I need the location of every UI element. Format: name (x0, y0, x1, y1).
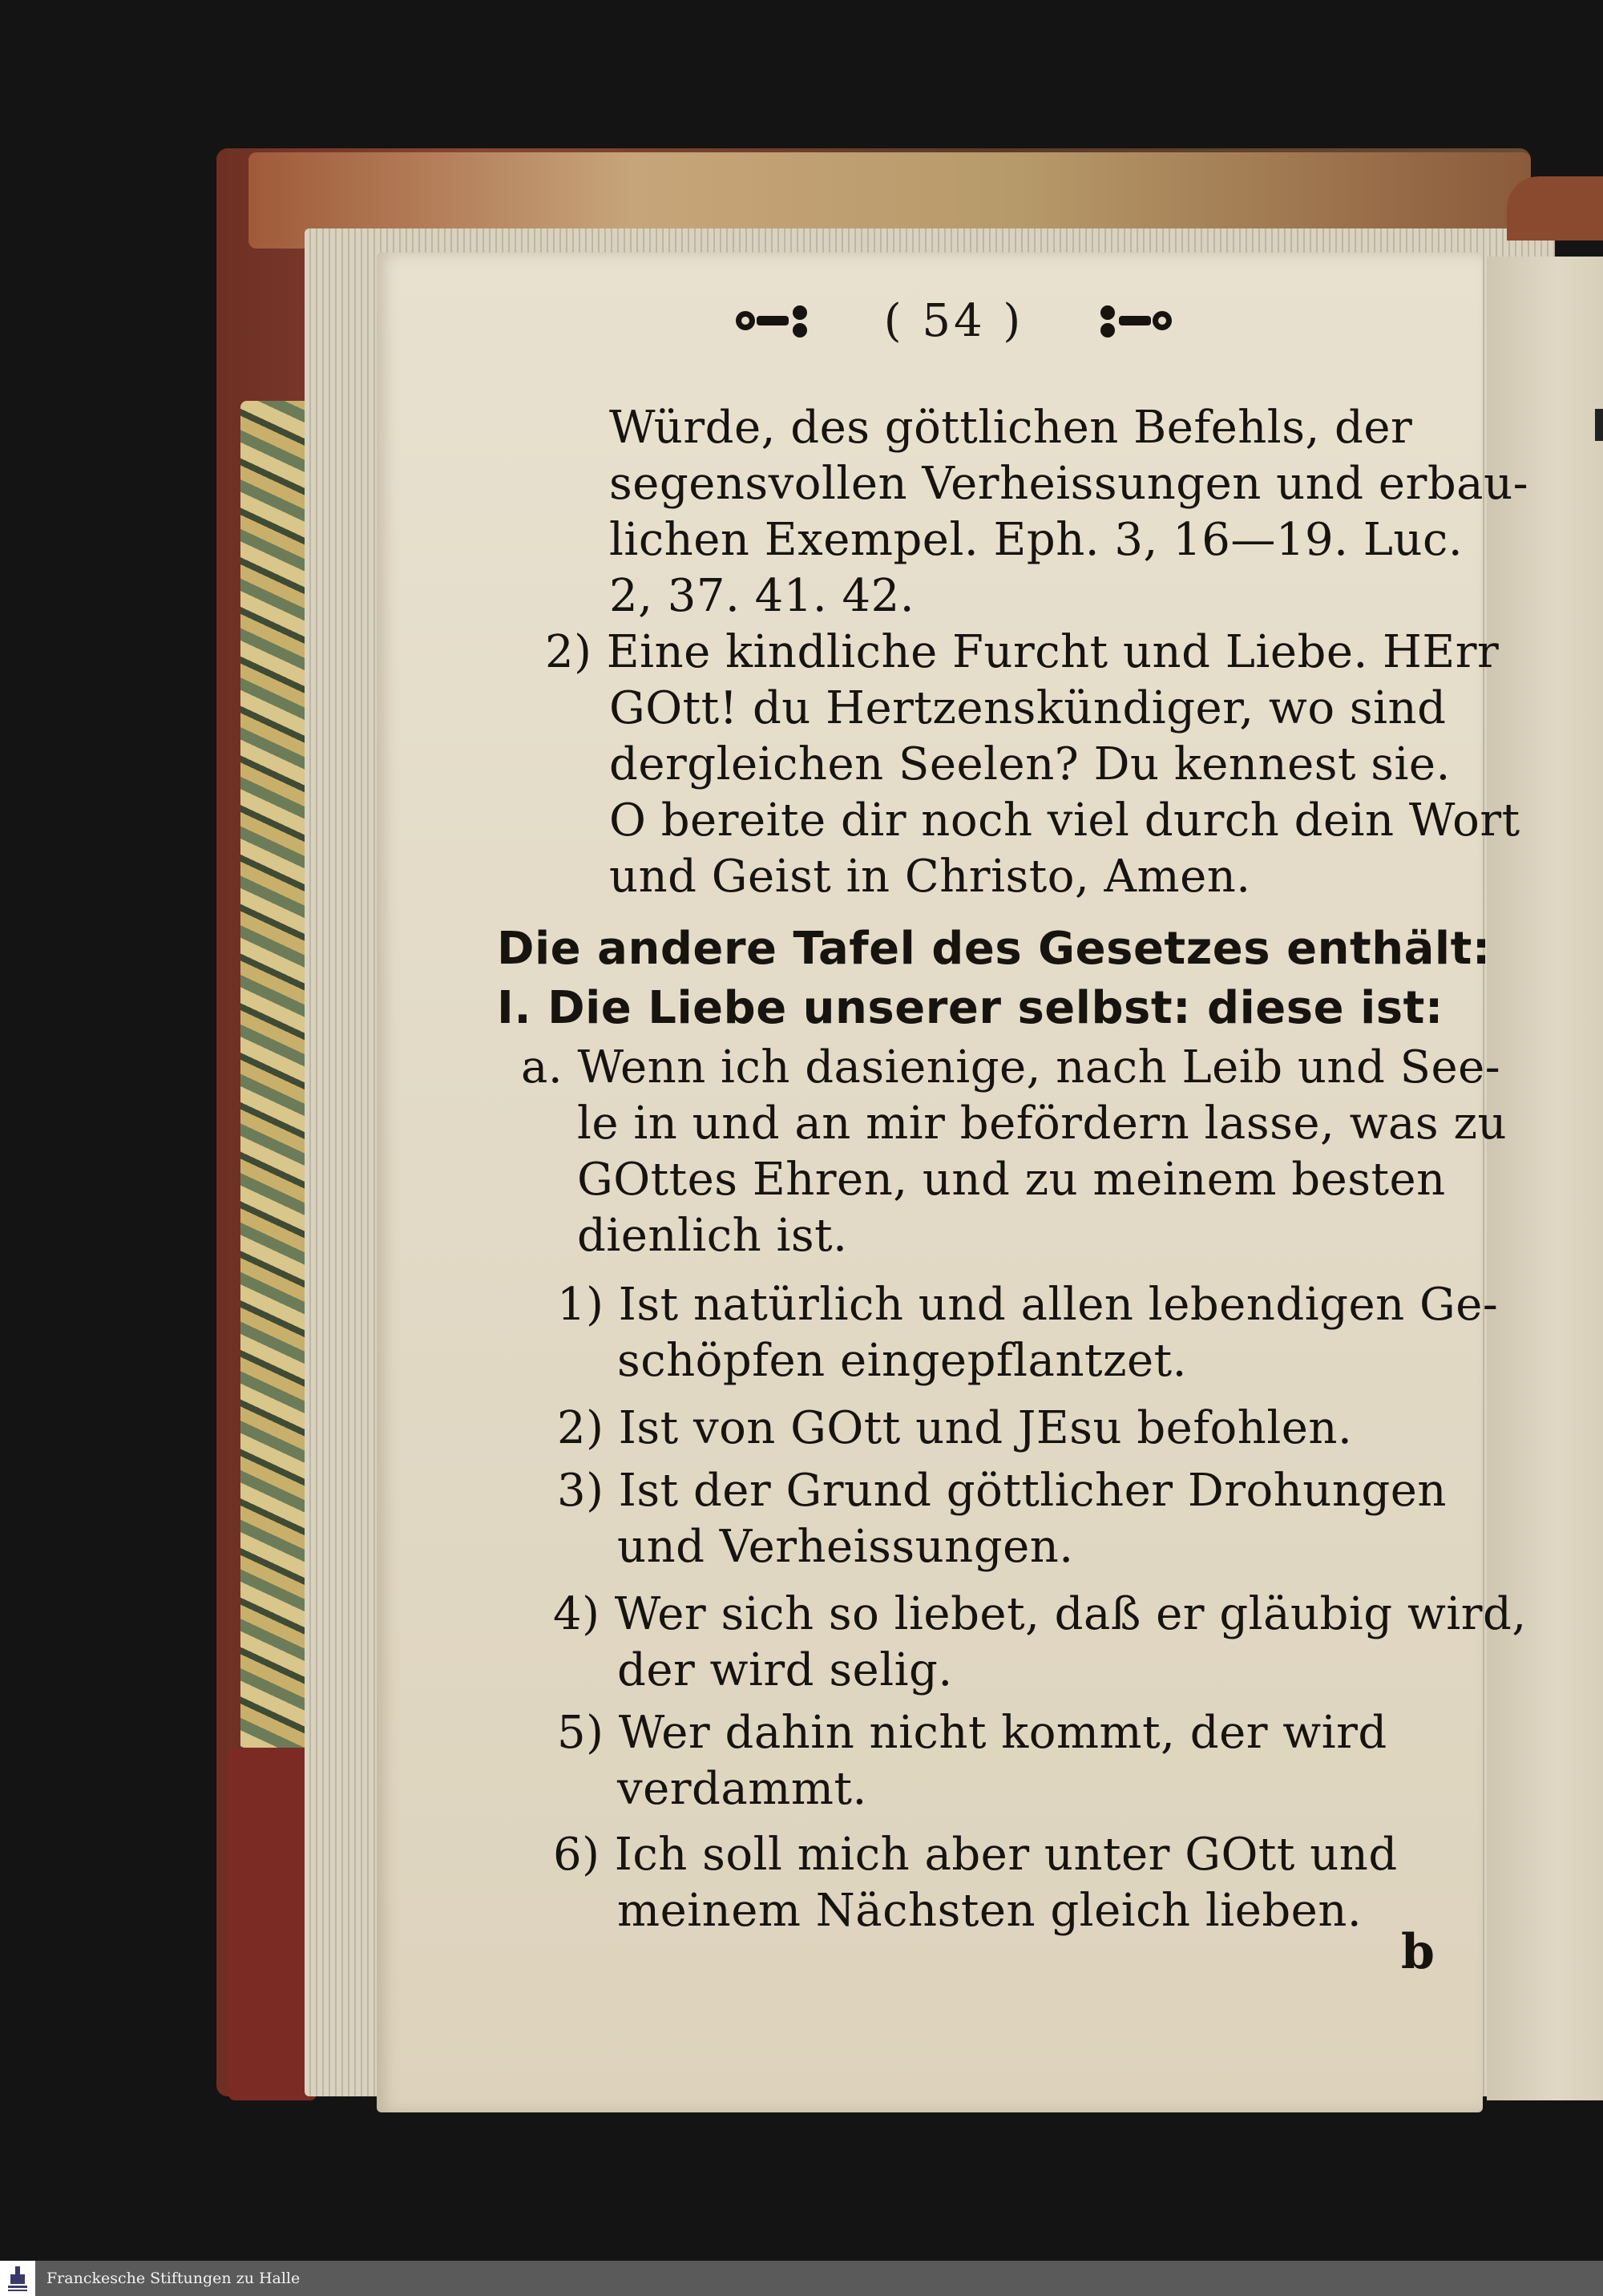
text-line: und Verheissungen. (617, 1521, 1074, 1573)
text-line: Würde, des göttlichen Befehls, der (609, 402, 1413, 454)
list-item: 3) Ist der Grund göttlicher Drohungen (557, 1465, 1447, 1517)
list-item: 1) Ist natürlich und allen lebendigen Ge- (557, 1279, 1499, 1331)
list-item: 4) Wer sich so liebet, daß er gläubig wird, (553, 1588, 1527, 1640)
text-line: 2) Eine kindliche Furcht und Liebe. HErr (545, 626, 1500, 678)
section-heading: Die andere Tafel des Gesetzes enthält: (497, 923, 1491, 975)
catchword: b (1401, 1924, 1435, 1980)
text-line: O bereite dir noch viel durch dein Wort (609, 794, 1520, 847)
list-item: 2) Ist von GOtt und JEsu befohlen. (557, 1402, 1353, 1454)
list-item: 5) Wer dahin nicht kommt, der wird (557, 1707, 1387, 1759)
page-number: ( 54 ) (883, 294, 1024, 347)
text-line: dergleichen Seelen? Du kennest sie. (609, 738, 1451, 790)
text-line: GOttes Ehren, und zu meinem besten (577, 1154, 1446, 1206)
list-item: 6) Ich soll mich aber unter GOtt und (553, 1829, 1398, 1881)
text-line: verdammt. (617, 1763, 867, 1815)
text-line: a. Wenn ich dasienige, nach Leib und See- (521, 1041, 1501, 1093)
text-line: segensvollen Verheissungen und erbau- (609, 458, 1529, 510)
institution-logo-icon (0, 2261, 35, 2296)
text-line: 2, 37. 41. 42. (609, 570, 915, 622)
text-line: le in und an mir befördern lasse, was zu (577, 1097, 1508, 1150)
text-line: meinem Nächsten gleich lieben. (617, 1885, 1363, 1937)
institution-name: Franckesche Stiftungen zu Halle (46, 2270, 301, 2287)
text-line: dienlich ist. (577, 1210, 848, 1262)
text-line: schöpfen eingepflantzet. (617, 1335, 1187, 1387)
text-line: der wird selig. (617, 1644, 953, 1696)
text-line: lichen Exempel. Eph. 3, 16—19. Luc. (609, 514, 1464, 566)
text-line: und Geist in Christo, Amen. (609, 851, 1251, 903)
footer-bar (0, 2261, 1603, 2296)
text-line: GOtt! du Hertzenskündiger, wo sind (609, 682, 1447, 734)
subsection-heading: I. Die Liebe unserer selbst: diese ist: (497, 982, 1444, 1034)
